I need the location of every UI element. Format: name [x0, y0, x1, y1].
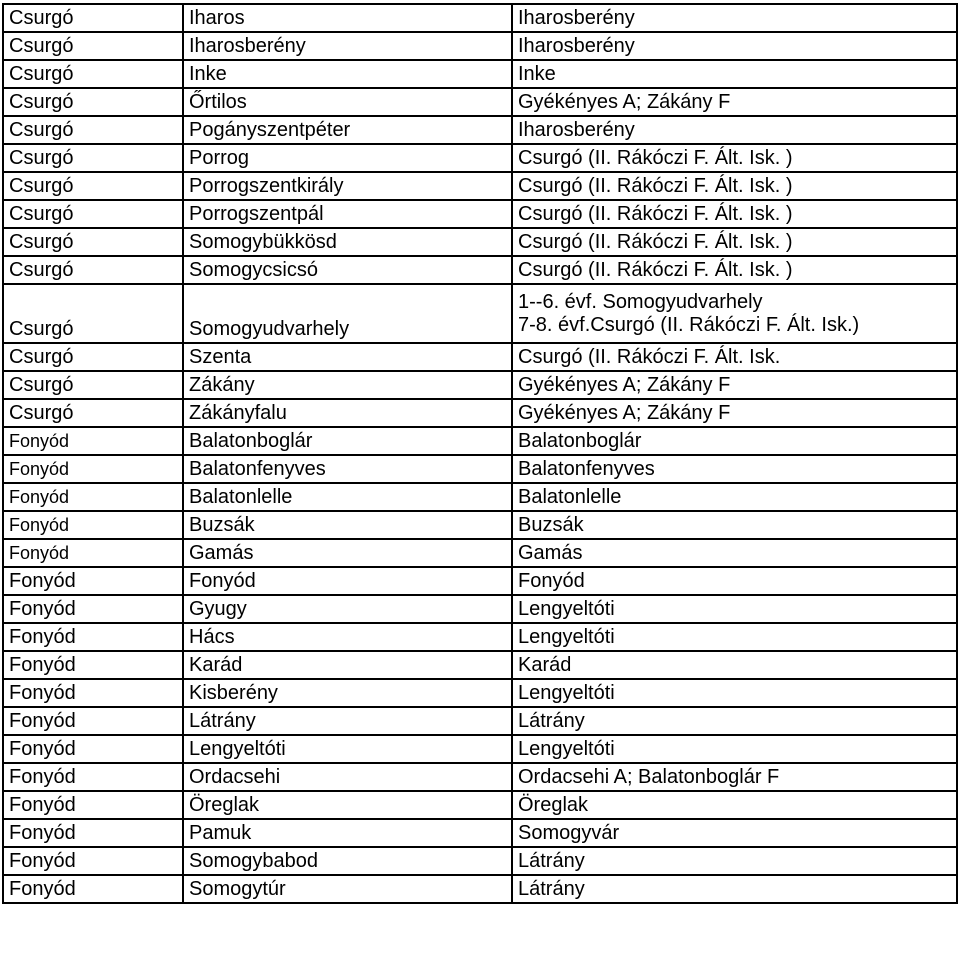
school-line: Lengyeltóti [518, 626, 615, 648]
table-row [3, 256, 957, 284]
table-row [3, 819, 957, 847]
settlement-cell: Fonyód [183, 567, 512, 595]
settlement-cell: Inke [183, 60, 512, 88]
table-row [3, 763, 957, 791]
school-line: Fonyód [518, 570, 585, 592]
school-line: Csurgó (II. Rákóczi F. Ált. Isk. ) [518, 175, 793, 197]
school-line: Gyékényes A; Zákány F [518, 91, 731, 113]
school-line: 1--6. évf. Somogyudvarhely [518, 290, 763, 313]
table-row [3, 651, 957, 679]
table-row [3, 679, 957, 707]
school-line: Csurgó (II. Rákóczi F. Ált. Isk. [518, 346, 781, 368]
school-line: Csurgó (II. Rákóczi F. Ált. Isk. ) [518, 147, 793, 169]
school-cell [512, 679, 957, 707]
table-row [3, 567, 957, 595]
school-cell [512, 60, 957, 88]
table-row [3, 483, 957, 511]
settlement-cell: Balatonboglár [183, 427, 512, 455]
table-row [3, 32, 957, 60]
settlement-cell: Porrogszentkirály [183, 172, 512, 200]
district-cell: Fonyód [3, 819, 183, 847]
district-cell: Fonyód [3, 623, 183, 651]
school-line: Buzsák [518, 514, 584, 536]
table-row [3, 144, 957, 172]
school-cell [512, 511, 957, 539]
district-cell: Csurgó [3, 284, 183, 343]
district-cell: Csurgó [3, 256, 183, 284]
school-line: Ordacsehi A; Balatonboglár F [518, 766, 780, 788]
district-cell: Fonyód [3, 763, 183, 791]
table-row [3, 116, 957, 144]
settlement-cell: Őrtilos [183, 88, 512, 116]
school-cell [512, 200, 957, 228]
district-cell: Fonyód [3, 707, 183, 735]
school-line: Gyékényes A; Zákány F [518, 374, 731, 396]
district-cell: Csurgó [3, 88, 183, 116]
settlement-cell: Porrog [183, 144, 512, 172]
school-cell [512, 32, 957, 60]
school-cell [512, 371, 957, 399]
table-row [3, 623, 957, 651]
settlement-cell: Zákányfalu [183, 399, 512, 427]
school-cell [512, 228, 957, 256]
table-row [3, 735, 957, 763]
school-cell [512, 144, 957, 172]
district-school-table [2, 3, 958, 904]
settlement-cell: Pamuk [183, 819, 512, 847]
school-cell [512, 256, 957, 284]
school-cell [512, 651, 957, 679]
district-cell: Fonyód [3, 427, 183, 455]
district-cell: Fonyód [3, 735, 183, 763]
district-cell: Csurgó [3, 172, 183, 200]
table-row [3, 791, 957, 819]
table-row [3, 284, 957, 343]
school-line: Gyékényes A; Zákány F [518, 402, 731, 424]
school-line: Somogyvár [518, 822, 620, 844]
school-cell [512, 4, 957, 32]
school-cell [512, 763, 957, 791]
school-line: Inke [518, 63, 556, 85]
school-line: Lengyeltóti [518, 738, 615, 760]
school-cell [512, 172, 957, 200]
settlement-cell: Hács [183, 623, 512, 651]
school-line: Látrány [518, 850, 585, 872]
school-line: Látrány [518, 878, 585, 900]
school-cell [512, 707, 957, 735]
table-row [3, 371, 957, 399]
table-row [3, 847, 957, 875]
settlement-cell: Öreglak [183, 791, 512, 819]
district-cell: Fonyód [3, 875, 183, 903]
school-cell [512, 819, 957, 847]
school-line: Iharosberény [518, 35, 635, 57]
district-cell: Csurgó [3, 60, 183, 88]
school-line: Csurgó (II. Rákóczi F. Ált. Isk. ) [518, 231, 793, 253]
settlement-cell: Somogybabod [183, 847, 512, 875]
settlement-cell: Gyugy [183, 595, 512, 623]
settlement-cell: Karád [183, 651, 512, 679]
school-cell [512, 88, 957, 116]
table-row [3, 455, 957, 483]
district-cell: Fonyód [3, 595, 183, 623]
settlement-cell: Lengyeltóti [183, 735, 512, 763]
district-cell: Fonyód [3, 511, 183, 539]
settlement-cell: Ordacsehi [183, 763, 512, 791]
settlement-cell: Látrány [183, 707, 512, 735]
table-row [3, 875, 957, 903]
school-line: Csurgó (II. Rákóczi F. Ált. Isk. ) [518, 259, 793, 281]
settlement-cell: Iharosberény [183, 32, 512, 60]
school-line: Iharosberény [518, 119, 635, 141]
school-cell [512, 399, 957, 427]
settlement-cell: Balatonfenyves [183, 455, 512, 483]
table-row [3, 427, 957, 455]
school-line: Látrány [518, 710, 585, 732]
district-cell: Fonyód [3, 847, 183, 875]
settlement-cell: Balatonlelle [183, 483, 512, 511]
district-cell: Csurgó [3, 343, 183, 371]
school-cell [512, 427, 957, 455]
settlement-cell: Somogybükkösd [183, 228, 512, 256]
table-row [3, 595, 957, 623]
district-cell: Fonyód [3, 679, 183, 707]
school-line: 7-8. évf.Csurgó (II. Rákóczi F. Ált. Isk.) [518, 313, 860, 336]
school-cell [512, 595, 957, 623]
school-cell [512, 116, 957, 144]
table-row [3, 88, 957, 116]
settlement-cell: Buzsák [183, 511, 512, 539]
settlement-cell: Szenta [183, 343, 512, 371]
table-row [3, 200, 957, 228]
school-cell [512, 567, 957, 595]
settlement-cell: Porrogszentpál [183, 200, 512, 228]
district-cell: Fonyód [3, 567, 183, 595]
district-cell: Fonyód [3, 455, 183, 483]
district-cell: Csurgó [3, 200, 183, 228]
settlement-cell: Somogycsicsó [183, 256, 512, 284]
settlement-cell: Pogányszentpéter [183, 116, 512, 144]
school-cell [512, 735, 957, 763]
school-line: Öreglak [518, 794, 589, 816]
settlement-cell: Somogytúr [183, 875, 512, 903]
school-line: Balatonboglár [518, 430, 642, 452]
table-row [3, 228, 957, 256]
table-row [3, 399, 957, 427]
school-line: Balatonfenyves [518, 458, 655, 480]
school-cell [512, 875, 957, 903]
district-cell: Csurgó [3, 4, 183, 32]
district-cell: Csurgó [3, 116, 183, 144]
table-row [3, 539, 957, 567]
table-row [3, 343, 957, 371]
table-row [3, 60, 957, 88]
school-line: Gamás [518, 542, 583, 564]
table-row [3, 511, 957, 539]
school-cell [512, 847, 957, 875]
district-cell: Csurgó [3, 144, 183, 172]
school-cell [512, 539, 957, 567]
table-row [3, 4, 957, 32]
school-cell [512, 483, 957, 511]
district-cell: Fonyód [3, 791, 183, 819]
school-line: Balatonlelle [518, 486, 622, 508]
district-cell: Csurgó [3, 32, 183, 60]
settlement-cell: Iharos [183, 4, 512, 32]
district-cell: Fonyód [3, 651, 183, 679]
school-line: Iharosberény [518, 7, 635, 29]
settlement-cell: Somogyudvarhely [183, 284, 512, 343]
school-cell [512, 455, 957, 483]
district-cell: Csurgó [3, 371, 183, 399]
district-cell: Fonyód [3, 539, 183, 567]
table-row [3, 707, 957, 735]
district-cell: Csurgó [3, 228, 183, 256]
district-cell: Fonyód [3, 483, 183, 511]
district-cell: Csurgó [3, 399, 183, 427]
school-line: Csurgó (II. Rákóczi F. Ált. Isk. ) [518, 203, 793, 225]
settlement-cell: Gamás [183, 539, 512, 567]
table-row [3, 172, 957, 200]
school-cell [512, 791, 957, 819]
school-line: Karád [518, 654, 572, 676]
school-cell [512, 343, 957, 371]
table-body [3, 4, 957, 903]
school-cell [512, 623, 957, 651]
school-cell [512, 284, 957, 343]
settlement-cell: Kisberény [183, 679, 512, 707]
school-line: Lengyeltóti [518, 682, 615, 704]
settlement-cell: Zákány [183, 371, 512, 399]
school-line: Lengyeltóti [518, 598, 615, 620]
